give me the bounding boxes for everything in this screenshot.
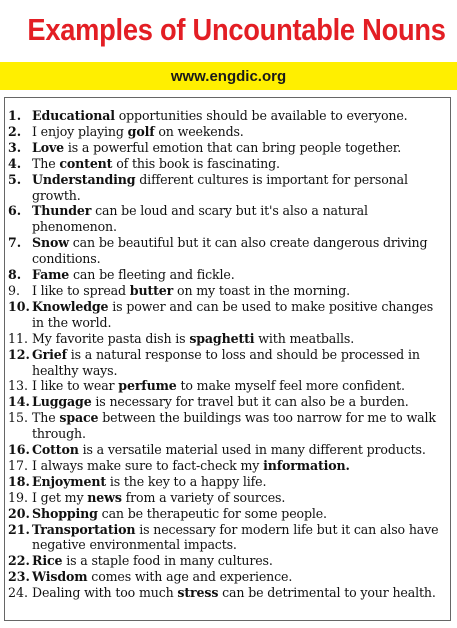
list-item [8,553,446,569]
uncountable-noun: Shopping [32,505,98,521]
sentence-text-before: My favorite pasta dish is [32,330,190,346]
list-item [8,378,446,394]
sentence-text-before: I like to spread [32,282,130,298]
list-item [8,474,446,490]
list-item [8,569,446,585]
item-number: 19. [8,489,29,505]
uncountable-noun: butter [129,282,174,298]
item-sentence [32,235,446,267]
sentence-text-after: can be fleeting and fickle. [69,267,235,283]
uncountable-noun: Thunder [32,203,92,219]
item-sentence [32,267,446,283]
website-banner [0,62,457,90]
sentence-text-after: opportunities should be available to everyone. [114,108,408,123]
item-number: 7. [8,235,22,251]
item-sentence [32,124,446,140]
list-item [8,267,446,283]
uncountable-noun: Love [32,139,64,155]
uncountable-noun: Enjoyment [32,473,106,489]
sentence-text-after: can be beautiful but it can also create dangerous driving conditions. [32,235,428,267]
item-number: 10. [8,298,30,314]
item-sentence [32,474,446,490]
sentence-text-after: with meatballs. [254,330,355,346]
uncountable-noun: information. [263,457,350,473]
item-number: 1. [8,108,22,123]
sentence-text-before: Dealing with too much [32,585,178,601]
item-number: 14. [8,394,30,410]
uncountable-noun: news [87,489,122,505]
list-item [8,585,446,601]
uncountable-noun: golf [127,123,155,139]
sentence-text-after: between the buildings was too narrow for me to walk through. [32,410,436,442]
list-item [8,156,446,172]
item-sentence [32,569,446,585]
sentence-text-before: I enjoy playing [32,123,128,139]
sentence-text-before: I always make sure to fact-check my [32,457,264,473]
list-item [8,203,446,235]
uncountable-noun: Wisdom [32,569,88,585]
list-item [8,108,446,124]
item-number: 3. [8,139,22,155]
item-number: 23. [8,569,30,585]
sentence-text-after: can be loud and scary but it's also a natural phenomenon. [32,203,368,235]
sentence-text-after: comes with age and experience. [87,569,293,585]
list-item [8,410,446,442]
list-item [8,347,446,379]
sentence-text-after: to make myself feel more confident. [176,378,405,394]
uncountable-noun: Snow [32,235,69,251]
item-number: 4. [8,155,22,171]
item-sentence [32,553,446,569]
item-sentence [32,522,446,554]
item-number: 2. [8,123,22,139]
sentence-text-before: The [32,410,60,426]
sentence-text-after: is a natural response to loss and should be processed in healthy ways. [32,346,420,378]
uncountable-noun: space [59,410,99,426]
list-item [8,490,446,506]
website-url: www.engdic.org [170,67,287,85]
list-item [8,331,446,347]
uncountable-noun: Educational [32,108,115,123]
item-number: 11. [8,330,29,346]
list-item [8,124,446,140]
item-sentence [32,283,446,299]
list-item [8,394,446,410]
item-number: 8. [8,267,22,283]
sentence-text-after: is power and can be used to make positive changes in the world. [32,298,434,330]
item-sentence [32,140,446,156]
item-sentence [32,394,446,410]
uncountable-noun: spaghetti [189,330,255,346]
item-sentence [32,490,446,506]
item-number: 9. [8,282,21,298]
sentence-text-after: can be therapeutic for some people. [97,505,327,521]
uncountable-noun: Transportation [32,521,136,537]
list-item [8,442,446,458]
sentence-text-before: I like to wear [32,378,119,394]
sentence-text-after: is the key to a happy life. [106,473,267,489]
item-sentence [32,347,446,379]
sentence-text-after: of this book is fascinating. [112,155,280,171]
sentence-text-before: The [32,155,60,171]
sentence-text-after: can be detrimental to your health. [218,585,436,601]
sentence-text-after: is necessary for modern life but it can also have negative environmental impacts. [32,521,439,553]
list-item [8,235,446,267]
list-item [8,299,446,331]
uncountable-noun: Rice [32,553,63,569]
uncountable-noun: stress [177,585,219,601]
item-number: 17. [8,457,29,473]
examples-list [8,108,446,601]
item-sentence [32,442,446,458]
list-item [8,283,446,299]
uncountable-noun: Fame [32,267,70,283]
item-sentence [32,108,446,124]
sentence-text-after: from a variety of sources. [121,489,286,505]
item-number: 5. [8,171,22,187]
sentence-text-after: is a versatile material used in many different products. [78,442,426,458]
sentence-text-after: is necessary for travel but it can also be a burden. [91,394,409,410]
list-item [8,522,446,554]
item-number: 21. [8,521,30,537]
list-item [8,458,446,474]
item-sentence [32,378,446,394]
uncountable-noun: Grief [32,346,67,362]
item-sentence [32,410,446,442]
uncountable-noun: content [59,155,113,171]
uncountable-noun: Cotton [32,442,79,458]
list-item [8,140,446,156]
item-sentence [32,299,446,331]
sentence-text-after: is a powerful emotion that can bring people together. [64,139,402,155]
item-sentence [32,506,446,522]
sentence-text-after: on weekends. [154,123,244,139]
uncountable-noun: Luggage [32,394,92,410]
item-number: 13. [8,378,29,394]
uncountable-noun: perfume [118,378,177,394]
sentence-text-after: is a staple food in many cultures. [62,553,273,569]
item-sentence [32,331,446,347]
item-sentence [32,458,446,474]
item-number: 16. [8,442,30,458]
item-sentence [32,203,446,235]
item-number: 18. [8,473,30,489]
list-item [8,172,446,204]
uncountable-noun: Knowledge [32,298,109,314]
item-sentence [32,585,446,601]
item-number: 20. [8,505,30,521]
item-number: 6. [8,203,22,219]
sentence-text-after: different cultures is important for personal growth. [32,171,408,203]
sentence-text-before: I get my [32,489,88,505]
item-number: 22. [8,553,30,569]
item-sentence [32,156,446,172]
item-number: 24. [8,585,29,601]
item-number: 15. [8,410,29,426]
uncountable-noun: Understanding [32,171,136,187]
item-number: 12. [8,346,30,362]
page-title: Examples of Uncountable Nouns [27,12,446,47]
sentence-text-after: on my toast in the morning. [173,282,351,298]
list-item [8,506,446,522]
item-sentence [32,172,446,204]
